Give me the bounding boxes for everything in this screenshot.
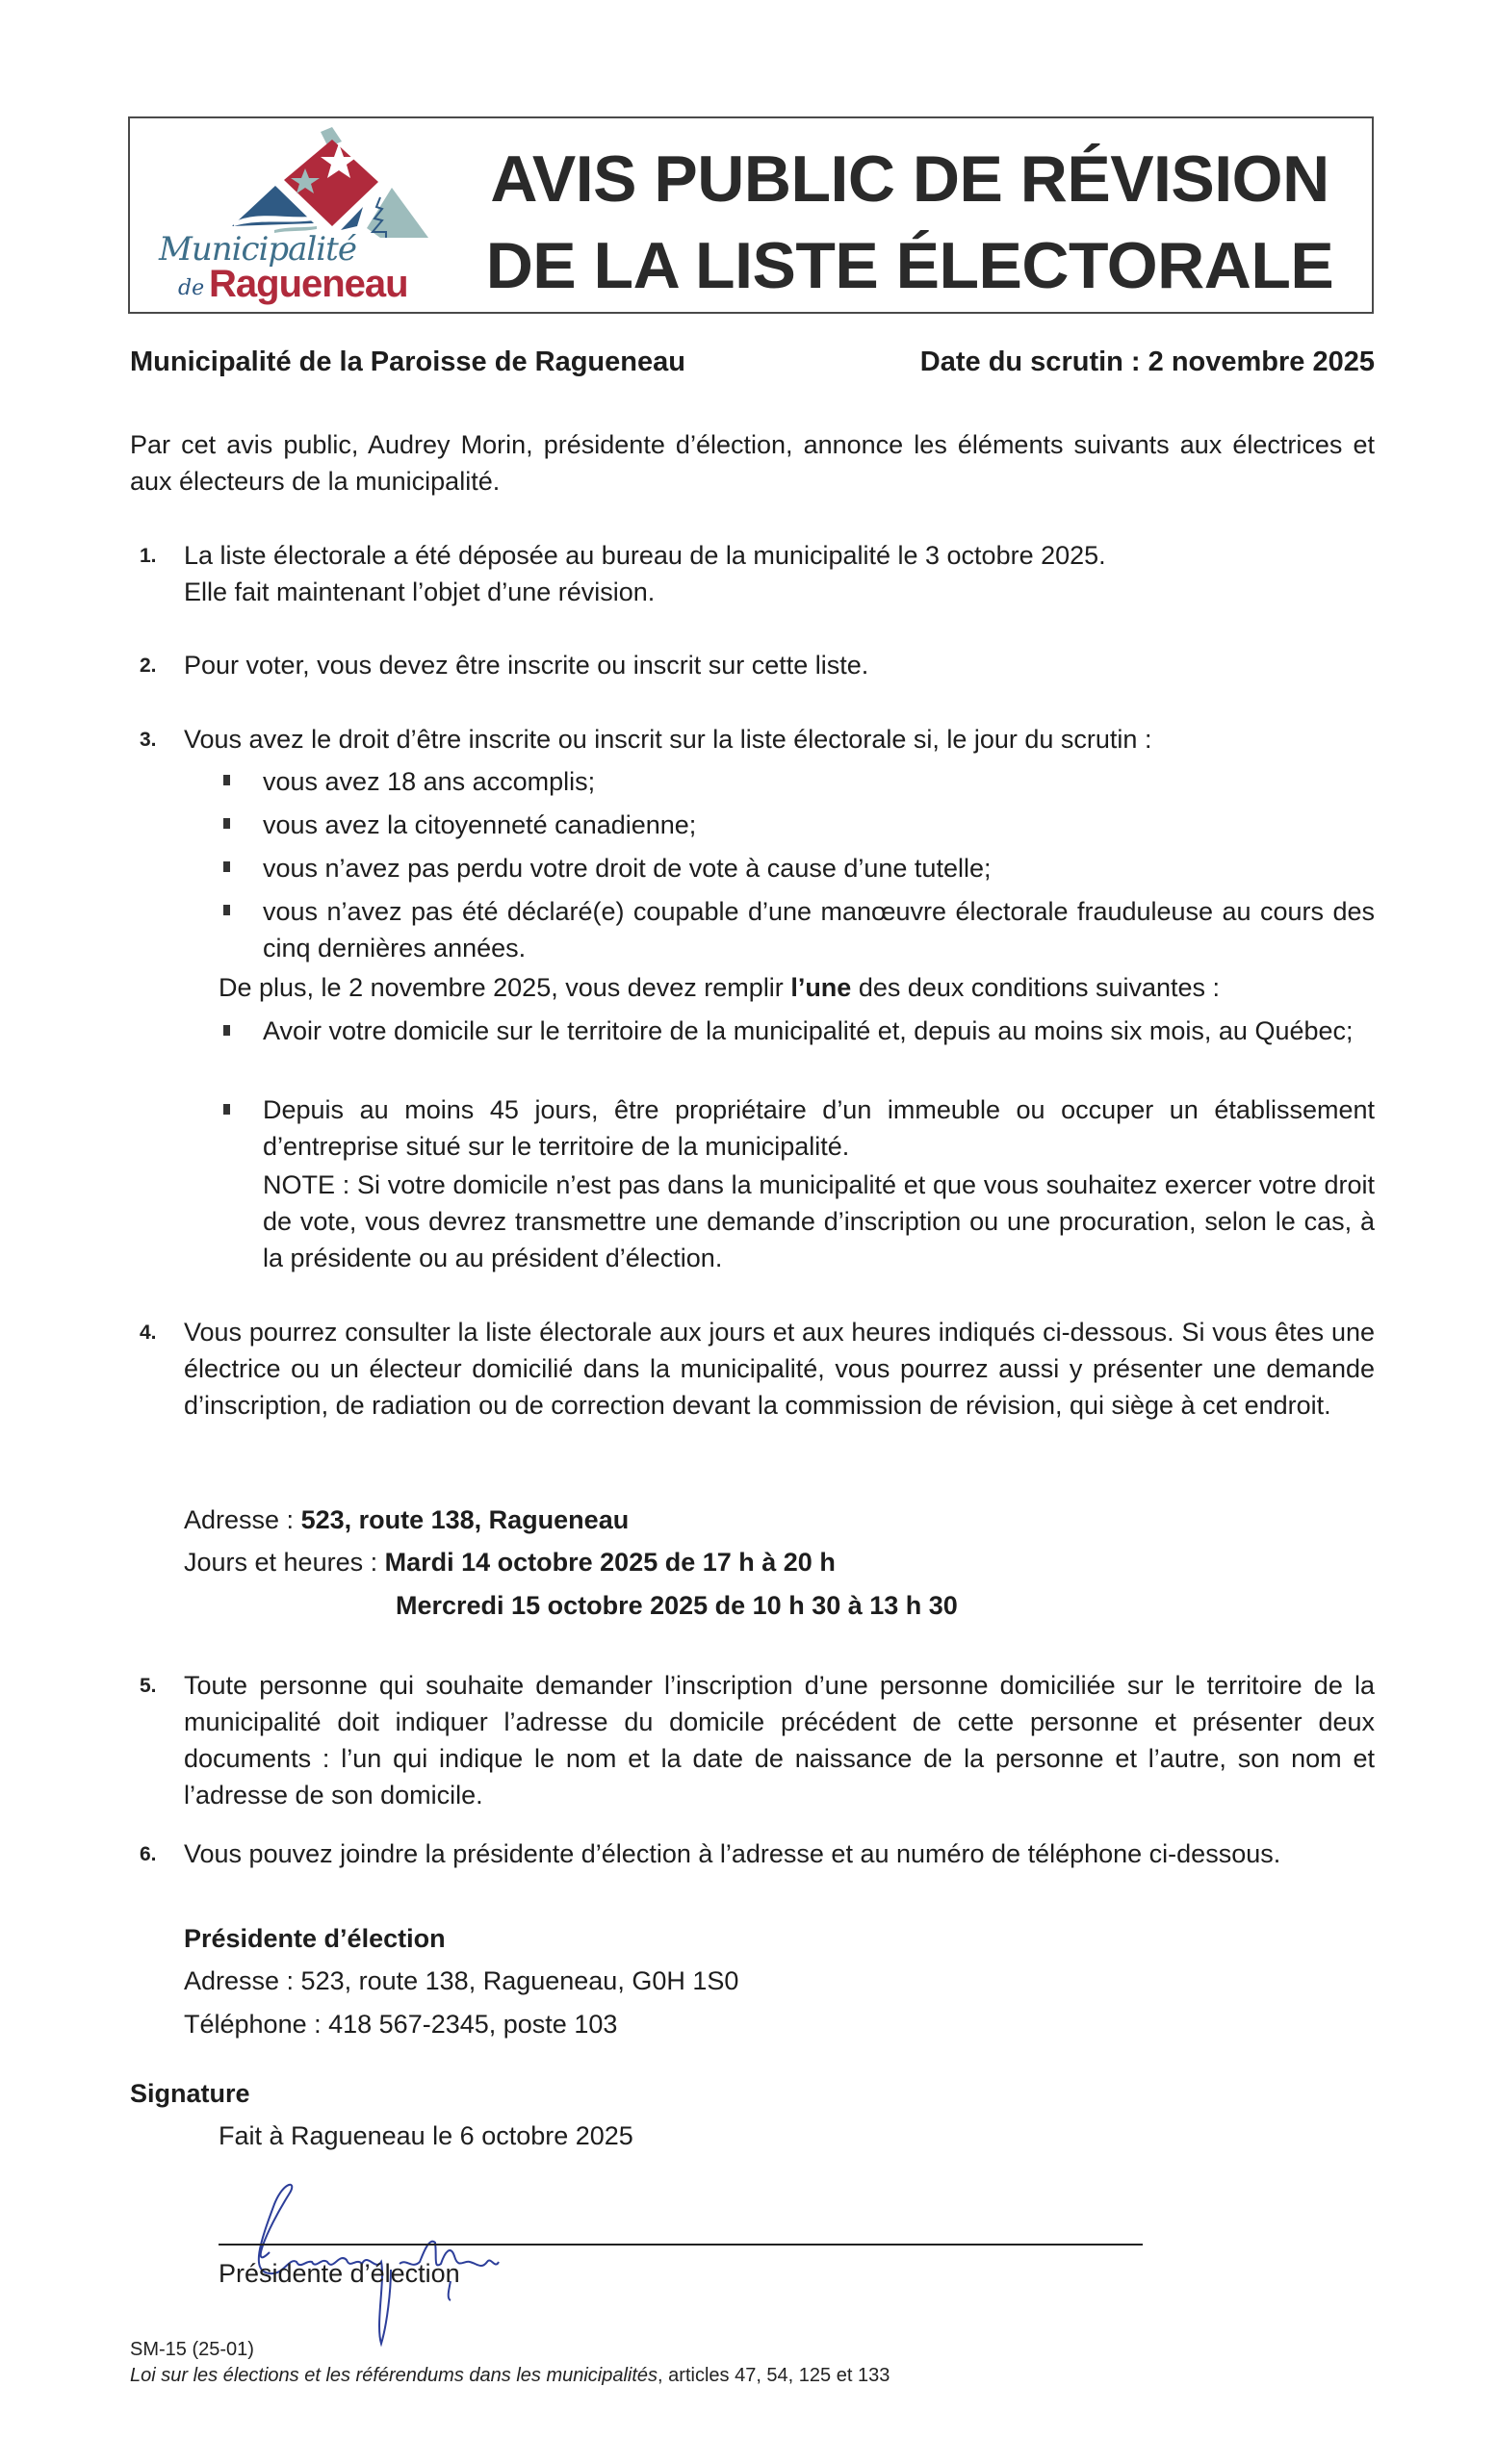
item-1-line-2: Elle fait maintenant l’objet d’une révision. (184, 578, 656, 606)
bullet-icon (223, 861, 230, 872)
signature-role: Présidente d’élection (219, 2259, 460, 2288)
logo-script-text: Municipalité (159, 230, 356, 269)
signature-place-date: Fait à Ragueneau le 6 octobre 2025 (219, 2121, 633, 2150)
contact-title: Présidente d’élection (184, 1924, 446, 1953)
item-number: 5. (140, 1675, 157, 1697)
bullet-icon (223, 818, 230, 829)
municipality-logo (140, 122, 448, 310)
title-line-2: DE LA LISTE ÉLECTORALE (485, 229, 1334, 302)
election-date: Date du scrutin : 2 novembre 2025 (919, 346, 1375, 377)
notice-title (467, 136, 1353, 309)
contact-phone: Téléphone : 418 567-2345, poste 103 (184, 2010, 618, 2039)
condition-item: Avoir votre domicile sur le territoire de la municipalité et, depuis au moins six mois, au Québec; (263, 1016, 1354, 1045)
item-number: 2. (140, 654, 157, 677)
eligibility-bullet: vous avez 18 ans accomplis; (263, 767, 596, 796)
hours-label: Jours et heures : (184, 1548, 385, 1577)
handwritten-signature-icon (193, 2156, 693, 2348)
bullet-icon (223, 1104, 230, 1115)
law-articles: , articles 47, 54, 125 et 133 (658, 2365, 890, 2386)
item-3-text: Vous avez le droit d’être inscrite ou inscrit sur la liste électorale si, le jour du scrutin : (184, 725, 1152, 754)
law-reference (130, 2363, 890, 2389)
hours-day-1: Mardi 14 octobre 2025 de 17 h à 20 h (384, 1548, 836, 1577)
subheader (130, 346, 1375, 378)
eligibility-bullet: vous n’avez pas été déclaré(e) coupable d’une manœuvre électorale frauduleuse au cours des cinq dernières années. (263, 897, 1375, 962)
bullet-icon (223, 775, 230, 785)
item-number: 3. (140, 729, 157, 751)
municipality-name: Municipalité de la Paroisse de Ragueneau (130, 346, 685, 377)
signature-heading: Signature (130, 2079, 250, 2108)
item-5-text: Toute personne qui souhaite demander l’inscription d’une personne domiciliée sur le territoire de la municipalité doit indiquer l’adresse du domicile précédent de cette personne et présenter deux documents : l’un qui indique le nom et la date de naissance de la personne et l’autre, son nom et l’adresse de son domicile. (184, 1671, 1375, 1810)
item-1 (184, 537, 1375, 610)
form-code: SM-15 (25-01) (130, 2339, 254, 2360)
logo-de-text: de (178, 276, 205, 300)
conditions-intro (219, 969, 1374, 1006)
note-paragraph: NOTE : Si votre domicile n’est pas dans la municipalité et que vous souhaitez exercer votre droit de vote, vous devrez transmettre une demande d’inscription ou une procuration, selon le cas, à la présidente ou au président d’élection. (263, 1170, 1375, 1272)
contact-address: Adresse : 523, route 138, Ragueneau, G0H 1S0 (184, 1966, 739, 1995)
item-number: 6. (140, 1843, 157, 1865)
condition-item: Depuis au moins 45 jours, être propriétaire d’un immeuble ou occuper un établissement d’entreprise situé sur le territoire de la municipalité. (263, 1095, 1375, 1161)
title-line-1: AVIS PUBLIC DE RÉVISION (490, 142, 1329, 216)
item-4-text: Vous pourrez consulter la liste électorale aux jours et aux heures indiqués ci-dessous. Si vous êtes une électrice ou un électeur domicilié dans la municipalité, vous pourrez aussi y présenter une demande d’inscription, de radiation ou de correction devant la commission de révision, qui siège à cet endroit. (184, 1318, 1375, 1420)
header-box (128, 116, 1374, 314)
revision-address (184, 1502, 1147, 1538)
item-1-line-1: La liste électorale a été déposée au bureau de la municipalité le 3 octobre 2025. (184, 541, 1106, 570)
conditions-intro-after: des deux conditions suivantes : (851, 973, 1221, 1002)
bullet-icon (223, 1025, 230, 1036)
revision-hours-2 (396, 1587, 1262, 1624)
item-number: 1. (140, 545, 157, 567)
intro-paragraph: Par cet avis public, Audrey Morin, présidente d’élection, annonce les éléments suivants aux électrices et aux électeurs de la municipalité. (130, 430, 1375, 496)
logo-mountain-icon (140, 122, 448, 247)
law-title: Loi sur les élections et les référendums dans les municipalités (130, 2365, 658, 2386)
item-number: 4. (140, 1322, 157, 1344)
conditions-intro-bold: l’une (790, 973, 852, 1002)
item-2-text: Pour voter, vous devez être inscrite ou inscrit sur cette liste. (184, 651, 869, 680)
address-label: Adresse : (184, 1505, 301, 1534)
address-value: 523, route 138, Ragueneau (300, 1505, 630, 1534)
hours-day-2: Mercredi 15 octobre 2025 de 10 h 30 à 13 h 30 (396, 1591, 958, 1620)
item-6-text: Vous pouvez joindre la présidente d’élection à l’adresse et au numéro de téléphone ci-dessous. (184, 1839, 1281, 1868)
bullet-icon (223, 905, 230, 915)
signature-line (219, 2244, 1143, 2246)
conditions-intro-before: De plus, le 2 novembre 2025, vous devez remplir (219, 973, 791, 1002)
eligibility-bullet: vous n’avez pas perdu votre droit de vote à cause d’une tutelle; (263, 854, 992, 883)
eligibility-bullet: vous avez la citoyenneté canadienne; (263, 810, 697, 839)
logo-name-text: Ragueneau (209, 263, 408, 305)
revision-hours (184, 1544, 1147, 1580)
